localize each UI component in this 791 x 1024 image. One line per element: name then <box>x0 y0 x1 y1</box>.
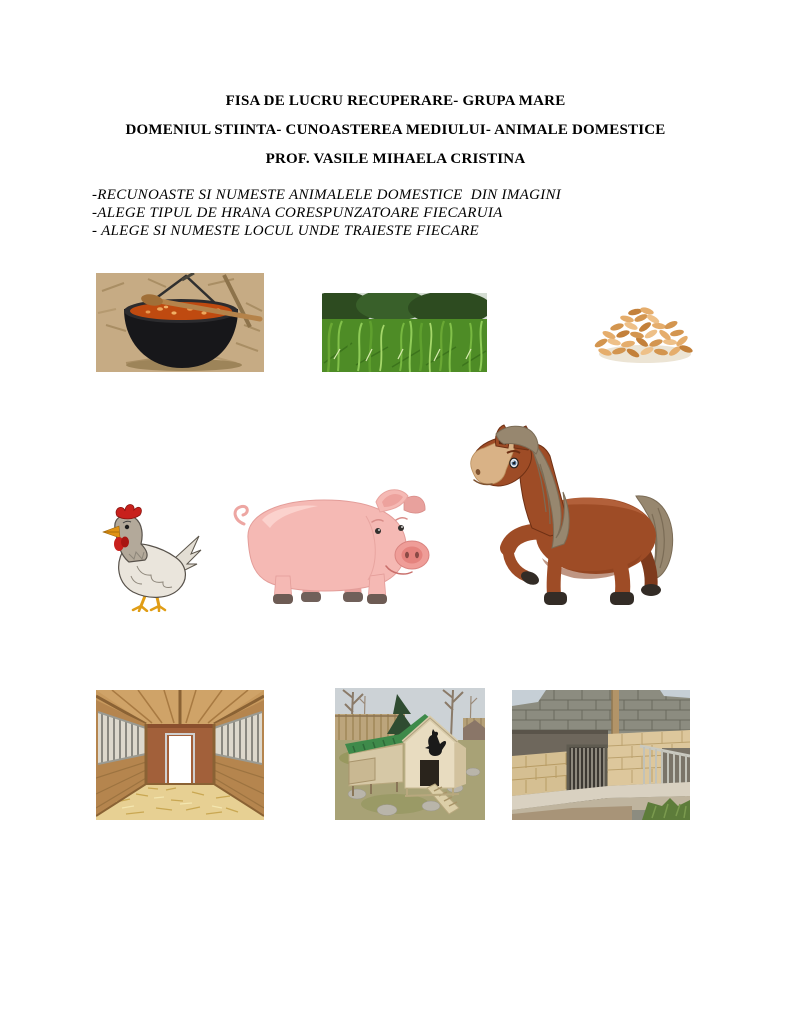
wheat-grains-graphic <box>585 294 705 369</box>
pot-of-food-graphic <box>96 273 264 372</box>
grass-image <box>322 293 487 372</box>
hen-image <box>97 502 203 612</box>
task-instructions <box>92 186 561 240</box>
pot-of-food-image <box>96 273 264 372</box>
instruction-line-2: -ALEGE TIPUL DE HRANA CORESPUNZATOARE FIECARUIA <box>92 205 503 221</box>
pig-pen-image <box>512 690 690 820</box>
chicken-coop-image <box>335 688 485 820</box>
pig-hoof <box>273 594 293 604</box>
wheat-grains-image <box>585 294 705 369</box>
instruction-line-1: -RECUNOASTE SI NUMESTE ANIMALELE DOMESTICE DIN IMAGINI <box>92 187 562 203</box>
horse-image <box>466 424 690 616</box>
pig-image <box>228 480 431 608</box>
stable-doorway <box>169 736 191 784</box>
stable-graphic <box>96 690 264 820</box>
chicken-coop-graphic <box>335 688 485 820</box>
hen-comb <box>116 504 141 518</box>
horse-hoof <box>610 592 634 605</box>
pig-eye <box>375 528 381 534</box>
worksheet-subject-line: DOMENIUL STIINTA- CUNOASTEREA MEDIULUI- ANIMALE DOMESTICE <box>125 122 666 138</box>
hen-graphic <box>97 502 203 612</box>
worksheet-title: FISA DE LUCRU RECUPERARE- GRUPA MARE <box>225 93 566 109</box>
grass-graphic <box>322 293 487 372</box>
pig-graphic <box>228 480 431 608</box>
pig-far-ear <box>404 496 425 513</box>
hen-eye <box>125 525 129 529</box>
pig-tail <box>235 506 247 524</box>
stable-image <box>96 690 264 820</box>
coop-door-opening <box>420 760 439 786</box>
horse-graphic <box>466 424 690 616</box>
instruction-line-3: - ALEGE SI NUMESTE LOCUL UNDE TRAIESTE FIECARE <box>92 223 479 239</box>
worksheet-teacher-line: PROF. VASILE MIHAELA CRISTINA <box>265 151 526 167</box>
pig-pen-graphic <box>512 690 690 820</box>
